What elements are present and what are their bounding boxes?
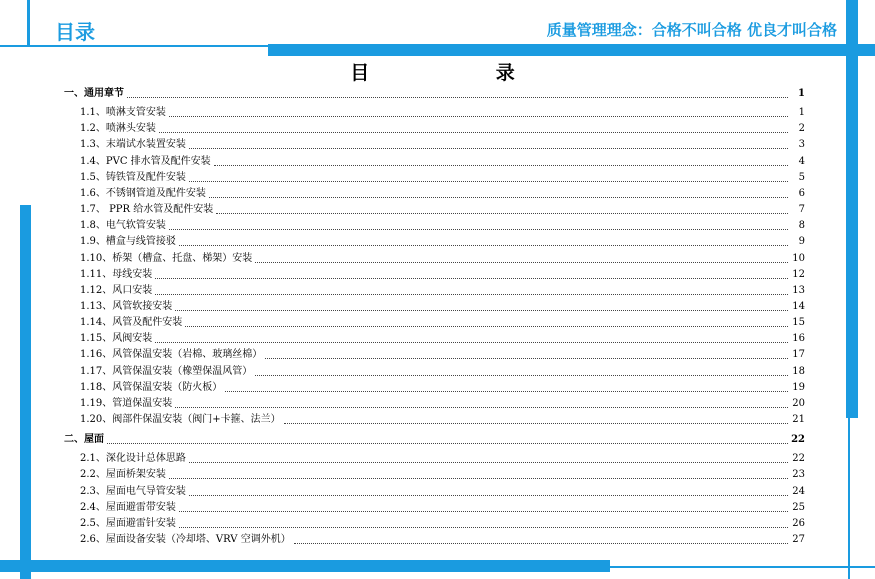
toc-page-number: 4 [798, 155, 805, 167]
toc-dot-leader [155, 278, 788, 279]
toc-dot-leader [189, 495, 788, 496]
toc-page-number: 22 [791, 434, 805, 446]
toc-dot-leader [189, 181, 788, 182]
toc-dot-leader [107, 443, 788, 444]
toc-entry-label: 1.13、风管软接安装 [80, 301, 173, 312]
toc-dot-leader [265, 358, 788, 359]
toc-page-number: 21 [792, 414, 805, 425]
toc-entry-row[interactable] [64, 135, 805, 151]
toc-dot-leader [169, 229, 788, 230]
toc-page-number: 6 [798, 187, 805, 199]
toc-page-number: 17 [792, 349, 805, 361]
bottom-rule-right [608, 566, 875, 568]
toc-page-number: 23 [792, 469, 805, 481]
toc-entry-row[interactable] [64, 216, 805, 232]
toc-entry-label: 1.7、 PPR 给水管及配件安装 [80, 204, 214, 216]
toc-entry-row[interactable] [64, 119, 805, 135]
toc-section-row[interactable] [64, 430, 805, 446]
toc-entry-row[interactable] [64, 249, 805, 265]
toc-dot-leader [169, 116, 788, 117]
toc-dot-leader [189, 148, 788, 149]
toc-page-number: 15 [792, 317, 805, 329]
toc-entry-label: 1.2、喷淋头安装 [80, 123, 156, 135]
toc-entry-row[interactable] [64, 297, 805, 313]
toc-entry-label: 1.16、风管保温安装（岩棉、玻璃丝棉） [80, 349, 263, 361]
toc-entry-label: 2.1、深化设计总体思路 [80, 453, 186, 465]
toc-page-number: 20 [792, 397, 805, 409]
toc-dot-leader [294, 543, 788, 544]
toc-entry-row[interactable] [64, 482, 805, 498]
toc-entry-label: 一、通用章节 [64, 88, 124, 99]
toc-page-number: 1 [798, 88, 805, 99]
toc-dot-leader [127, 97, 788, 98]
toc-entry-row[interactable] [64, 265, 805, 281]
toc-entry-row[interactable] [64, 345, 805, 361]
toc-page-number: 16 [792, 333, 805, 345]
toc-entry-label: 1.19、管道保温安装 [80, 397, 173, 409]
toc-entry-label: 2.2、屋面桥架安装 [80, 469, 166, 481]
toc-entry-row[interactable] [64, 313, 805, 329]
left-upper-bar [27, 0, 30, 45]
toc-entry-row[interactable] [64, 281, 805, 297]
toc-dot-leader [216, 213, 788, 214]
toc-heading: 目 录 [350, 62, 575, 84]
toc-entry-label: 2.4、屋面避雷带安装 [80, 501, 176, 513]
toc-entry-label: 1.17、风管保温安装（橡塑保温风管） [80, 365, 253, 377]
toc-entry-row[interactable] [64, 329, 805, 345]
toc-entry-row[interactable] [64, 530, 805, 546]
toc-page-number: 24 [792, 485, 805, 497]
toc-page-number: 13 [792, 284, 805, 296]
toc-page-number: 5 [798, 171, 805, 183]
toc-entry-row[interactable] [64, 362, 805, 378]
toc-page-number: 2 [798, 123, 805, 135]
toc-page-number: 7 [798, 204, 805, 216]
toc-entry-label: 1.3、末端试水装置安装 [80, 139, 186, 151]
toc-page-number: 18 [792, 365, 805, 377]
toc-entry-row[interactable] [64, 498, 805, 514]
quality-slogan: 质量管理理念：合格不叫合格 优良才叫合格 [546, 21, 837, 39]
toc-dot-leader [225, 391, 788, 392]
toc-dot-leader [155, 342, 788, 343]
toc-entry-row[interactable] [64, 410, 805, 426]
toc-dot-leader [185, 326, 788, 327]
toc-entry-label: 1.4、PVC 排水管及配件安装 [80, 155, 211, 167]
toc-dot-leader [255, 375, 788, 376]
left-vertical-bar [20, 205, 31, 579]
toc-entry-label: 1.12、风口安装 [80, 284, 153, 296]
toc-entry-row[interactable] [64, 465, 805, 481]
toc-entry-row[interactable] [64, 514, 805, 530]
toc-entry-label: 2.5、屋面避雷针安装 [80, 517, 176, 529]
right-lower-rule [848, 418, 850, 579]
toc-page-number: 27 [792, 534, 805, 545]
toc-dot-leader [284, 423, 788, 424]
toc-dot-leader [179, 511, 788, 512]
toc-entry-label: 1.14、风管及配件安装 [80, 317, 183, 329]
toc-dot-leader [175, 407, 788, 408]
toc-page-number: 26 [792, 517, 805, 529]
toc-page-number: 3 [798, 139, 805, 151]
toc-entry-row[interactable] [64, 200, 805, 216]
toc-page-number: 10 [792, 252, 805, 264]
toc-entry-label: 1.6、不锈钢管道及配件安装 [80, 187, 206, 199]
toc-entry-label: 1.10、桥架（槽盒、托盘、梯架）安装 [80, 252, 253, 264]
toc-dot-leader [169, 478, 788, 479]
toc-entry-label: 1.20、阀部件保温安装（阀门+卡箍、法兰） [80, 414, 281, 425]
toc-entry-row[interactable] [64, 184, 805, 200]
toc-page-number: 19 [792, 381, 805, 393]
toc-page-number: 12 [792, 268, 805, 280]
toc-entry-row[interactable] [64, 378, 805, 394]
toc-entry-row[interactable] [64, 232, 805, 248]
toc-entry-row[interactable] [64, 449, 805, 465]
toc-page-number: 1 [798, 107, 805, 119]
toc-dot-leader [214, 165, 788, 166]
toc-entry-label: 二、屋面 [64, 434, 104, 446]
toc-entry-label: 1.11、母线安装 [80, 268, 153, 280]
toc-entry-label: 1.1、喷淋支管安装 [80, 107, 166, 119]
toc-entry-label: 1.5、铸铁管及配件安装 [80, 171, 186, 183]
toc-entry-label: 2.3、屋面电气导管安装 [80, 485, 186, 497]
toc-entry-label: 2.6、屋面设备安装（冷却塔、VRV 空调外机） [80, 534, 291, 545]
toc-section-row[interactable] [64, 84, 805, 100]
header-title: 目录 [55, 20, 95, 44]
toc-page-number: 25 [792, 501, 805, 513]
toc-entry-row[interactable] [64, 394, 805, 410]
toc-entry-label: 1.9、槽盒与线管接驳 [80, 236, 176, 248]
toc-page-number: 22 [792, 453, 805, 465]
toc-dot-leader [179, 527, 788, 528]
toc-page-number: 14 [792, 301, 805, 312]
toc-entry-row[interactable] [64, 103, 805, 119]
toc-dot-leader [255, 262, 788, 263]
toc-page-number: 8 [798, 220, 805, 232]
bottom-accent-bar [0, 560, 610, 572]
toc-dot-leader [179, 245, 788, 246]
toc-dot-leader [155, 294, 788, 295]
top-rule-left [0, 45, 270, 47]
toc-dot-leader [159, 132, 788, 133]
top-accent-bar [268, 44, 875, 56]
toc-entry-label: 1.15、风阀安装 [80, 333, 153, 345]
toc-entry-label: 1.8、电气软管安装 [80, 220, 166, 232]
toc-dot-leader [209, 197, 788, 198]
toc-entry-row[interactable] [64, 168, 805, 184]
toc-entry-row[interactable] [64, 152, 805, 168]
toc-dot-leader [175, 310, 788, 311]
toc-dot-leader [189, 462, 788, 463]
toc-page-number: 9 [798, 236, 805, 248]
toc-entry-label: 1.18、风管保温安装（防火板） [80, 381, 223, 393]
